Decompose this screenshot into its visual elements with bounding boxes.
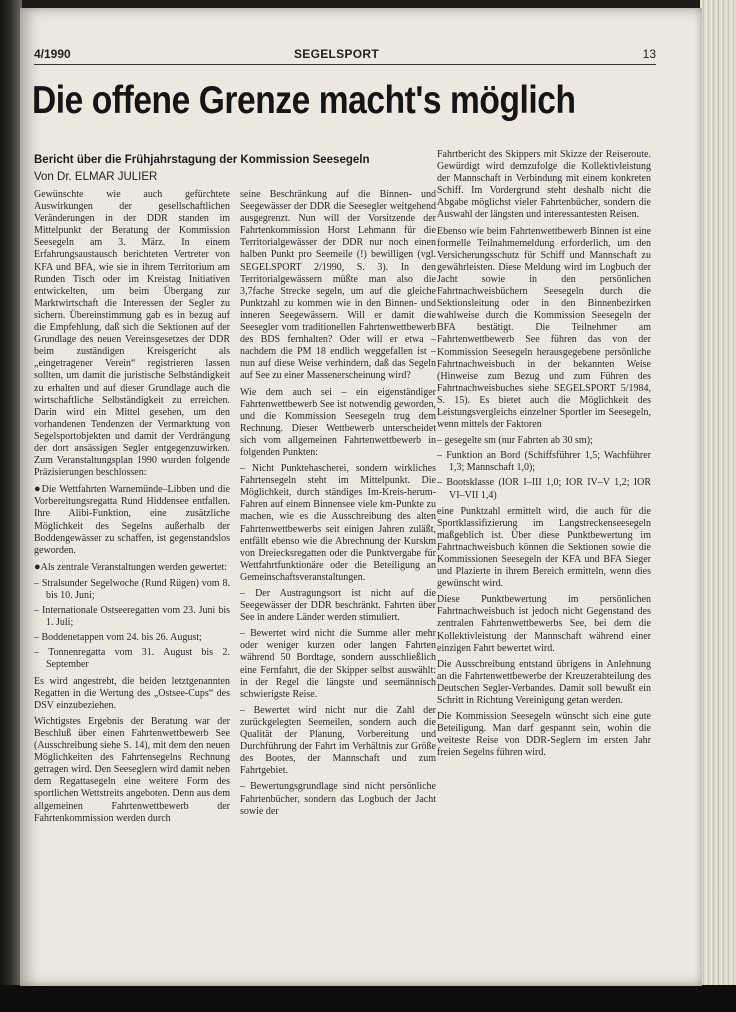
paragraph: – Der Austragungsort ist nicht auf die Seegewässer der DDR beschränkt. Fahrten über See in andere Länder werden stimuliert. <box>240 588 436 624</box>
paragraph: Die Kommission Seesegeln wünscht sich eine gute Beteiligung. Man darf gespannt sein, wohin die weiteste Reise von DDR-Seglern im ersten Jahr freien Segelns führen wird. <box>437 711 651 759</box>
running-header <box>34 46 656 64</box>
list-item: – Bootsklasse (IOR I–III 1,0; IOR IV–V 1,2; IOR VI–VII 1,4) <box>437 477 651 501</box>
list-item: – Funktion an Bord (Schiffsführer 1,5; Wachführer 1,3; Mannschaft 1,0); <box>437 450 651 474</box>
factor-list <box>437 435 651 501</box>
text-column-1 <box>34 189 230 829</box>
paragraph: Gewünschte wie auch gefürchtete Auswirkungen der gesellschaftlichen Veränderungen in der DDR standen im Mittelpunkt der Beratung der Kommission Seesegeln am 3. März. In einem Erfahrungsaustausch berichteten Vertreter von KFA und BFA, wie sie in ihrem Territorium am Runden Tisch oder im Kreistag Initiativen entwickelten, um beim Übergang zur Marktwirtschaft die Interessen der Segler zu sichern. Übereinstimmung gab es in bezug auf die Empfehlung, daß sich die Sektionen auf der Grundlage des neuen Vereinsgesetzes der DDR beim zuständigen Kreisgericht als „eingetragener Verein“ registrieren lassen sollten, um damit die juristische Selbständigkeit zu erhalten und auf dieser Grundlage auch die wirtschaftliche Selbständigkeit zu erreichen. Darin wird ein Mittel gesehen, um den vorhandenen Tendenzen der Vermarktung von Segelsportobjekten und damit der Verdrängung der dort ansässigen Segler entgegenzuwirken. Zum Veranstaltungsplan 1990 wurden folgende Präzisierungen beschlossen: <box>34 189 230 479</box>
article-subtitle: Bericht über die Frühjahrstagung der Kommission Seesegeln <box>34 154 370 166</box>
list-item: – Tonnenregatta vom 31. August bis 2. September <box>34 647 230 671</box>
paragraph-text: Als zentrale Veranstaltungen werden gewertet: <box>40 561 228 573</box>
paragraph: Wie dem auch sei – ein eigenständiger Fahrtenwettbewerb See ist notwendig geworden, und die Kommission Seesegeln trug dem Rechnung. Dieser Wettbewerb unterscheidet sich vom allgemeinen Fahrtenwettbewerb in folgenden Punkten: <box>240 386 436 458</box>
bullet-paragraph <box>34 561 230 574</box>
paragraph: eine Punktzahl ermittelt wird, die auch für die Sportklassifizierung im Langstreckenseesegeln maßgeblich ist. Über diese Punktbewertung im Fahrtnachweisbuch können die Sektionen sowie die Kommissionen Seesegeln der KFA und BFA Sieger und Plazierte in ihrem Bereich ermitteln, wenn dies gewünscht wird. <box>437 505 651 590</box>
paragraph: – Bewertet wird nicht nur die Zahl der zurückgelegten Seemeilen, sondern auch die Qualität der Planung, Vorbereitung und Durchführung der Fahrt im Verhältnis zur Größe des Bootes, der Mannschaft und zum Fahrtgebiet. <box>240 704 436 777</box>
paragraph: Die Ausschreibung entstand übrigens in Anlehnung an die Fahrtenwettbewerbe der Kreuzerabteilung des Deutschen Segler-Verbandes. Damit soll bewußt ein Schritt in Richtung Vereinigung getan werden. <box>437 658 651 707</box>
text-column-2 <box>240 189 436 822</box>
event-list <box>34 578 230 672</box>
paragraph: – Nicht Punktehascherei, sondern wirkliches Fahrtensegeln steht im Mittelpunkt. Die Möglichkeit, durch ständiges Im-Kreis-herum-Fahren auf einem Binnensee viele km-Punkte zu machen, wie es die Ausschreibung des alten Fahrtenwettbewerbs seit einigen Jahren zuläßt, entfällt ebenso wie die Abrechnung der Kurskm von Dreiecksregatten oder die Punktvergabe für Wettfahrtfunktionäre oder die Beteiligung an Gemeinschaftsveranstaltungen. <box>240 463 436 583</box>
book-spine-shadow <box>0 0 22 1012</box>
list-item: – gesegelte sm (nur Fahrten ab 30 sm); <box>437 435 593 447</box>
list-item: – Internationale Ostseeregatten vom 23. Juni bis 1. Juli; <box>34 605 230 629</box>
header-rule <box>34 64 656 65</box>
bullet-paragraph <box>34 483 230 557</box>
list-item: – Stralsunder Segelwoche (Rund Rügen) vom 8. bis 10. Juni; <box>34 577 230 601</box>
magazine-name: SEGELSPORT <box>294 47 380 61</box>
list-item: – Boddenetappen vom 24. bis 26. August; <box>34 632 202 644</box>
paragraph: – Bewertungsgrundlage sind nicht persönliche Fahrtenbücher, sondern das Logbuch der Jacht sowie der <box>240 781 436 817</box>
article-title: Die offene Grenze macht's möglich <box>32 79 576 122</box>
paragraph: Es wird angestrebt, die beiden letztgenannten Regatten in die Wertung des „Ostsee-Cups“ des DSV einzubeziehen. <box>34 675 230 711</box>
article-author: Von Dr. ELMAR JULIER <box>34 171 158 183</box>
paragraph: Ebenso wie beim Fahrtenwettbewerb Binnen ist eine formelle Teilnahmemeldung erforderlich, um den Versicherungsschutz für Schiff und Mannschaft zu gewährleisten. Diese Meldung wird im Logbuch der Jacht sowie in den persönlichen Fahrtnachweisbüchern Seesegeln durch die Sektionsleitung oder in den Binnenbezirken wahlweise durch die Kommission Seesegeln der BFA bestätigt. Die Teilnehmer am Fahrtenwettbewerb See führen das von der Kommission Seesegeln herausgegebene persönliche Fahrtnachweisbuch in der bekannten Weise (Hinweise zum Bezug und zum Führen des Fahrtnachweisbuches siehe SEGELSPORT 5/1984, S. 15). Es bietet auch die Möglichkeit des Leistungsvergleichs einzelner Sportler im Seesegeln, wenn mittels der Faktoren <box>437 225 651 431</box>
page-number: 13 <box>642 47 656 61</box>
magazine-page <box>20 8 702 986</box>
page-stack-edge <box>700 0 736 990</box>
paragraph-text: Die Wettfahrten Warnemünde–Libben und die Vorbereitungsregatta Rund Hiddensee entfallen. Ihre Alibi-Funktion, eine zusätzliche Möglichkeit des Segelns außerhalb der Boddengewässer zu schaffen, ist gegenstandslos geworden. <box>34 484 230 556</box>
paragraph: Diese Punktbewertung im persönlichen Fahrtnachweisbuch ist jedoch nicht Gegenstand des zentralen Fahrtenwettbewerbs See, bei dem die Kollektivleistung der Mannschaft während einer einzigen Fahrt bewertet wird. <box>437 594 651 654</box>
issue-number: 4/1990 <box>34 47 71 61</box>
text-column-3 <box>437 149 651 764</box>
paragraph: – Bewertet wird nicht die Summe aller mehr oder weniger kurzen oder langen Fahrten während 50 Bordtage, sondern ausschließlich eine Fernfahrt, die der Skipper selbst auswählt: in der Regel die längste und seemännisch schwierigste Reise. <box>240 628 436 700</box>
scan-bottom-border <box>0 985 736 1012</box>
paragraph: Wichtigstes Ergebnis der Beratung war der Beschluß über einen Fahrtenwettbewerb See (Ausschreibung siehe S. 14), mit dem den neuen Möglichkeiten des Fahrtensegelns Rechnung getragen wird. Den Seeseglern wird damit neben dem Regattasegeln eine weitere Form des sportlichen Wettstreits angeboten. Denn aus dem allgemeinen Fahrtenwettbewerb der Fahrtenkommission werden durch <box>34 715 230 824</box>
paragraph: seine Beschränkung auf die Binnen- und Seegewässer der DDR die Seesegler weitgehend ausgegrenzt. Nun will der Vorsitzende der Fahrtenkommission Horst Lehmann für die Territorialgewässer der DDR nur noch einen halben Punkt pro Seemeile (!) bewilligen (vgl. SEGELSPORT 2/1990, S. 3). In den Territorialgewässern müßte man also die 3,7fache Strecke segeln, um auf die gleiche Punktzahl zu kommen wie in den Binnen- und inneren Seegewässern. Will er damit die Seesegler vom traditionellen Fahrtenwettbewerb des BDS fernhalten? Oder will er etwa – nachdem die PM 18 endlich weggefallen ist – nun auf diese Weise verhindern, daß das Segeln auf See zu einer Massenerscheinung wird? <box>240 189 436 382</box>
paragraph: Fahrtbericht des Skippers mit Skizze der Reiseroute. Gewürdigt wird demzufolge die Kollektivleistung der Mannschaft in Verbindung mit einem konkreten Schiff. Im Vordergrund steht deshalb nicht die Abgabe möglichst vieler Fahrtenbücher, sondern die Auswahl der längsten und interessantesten Reisen. <box>437 149 651 221</box>
